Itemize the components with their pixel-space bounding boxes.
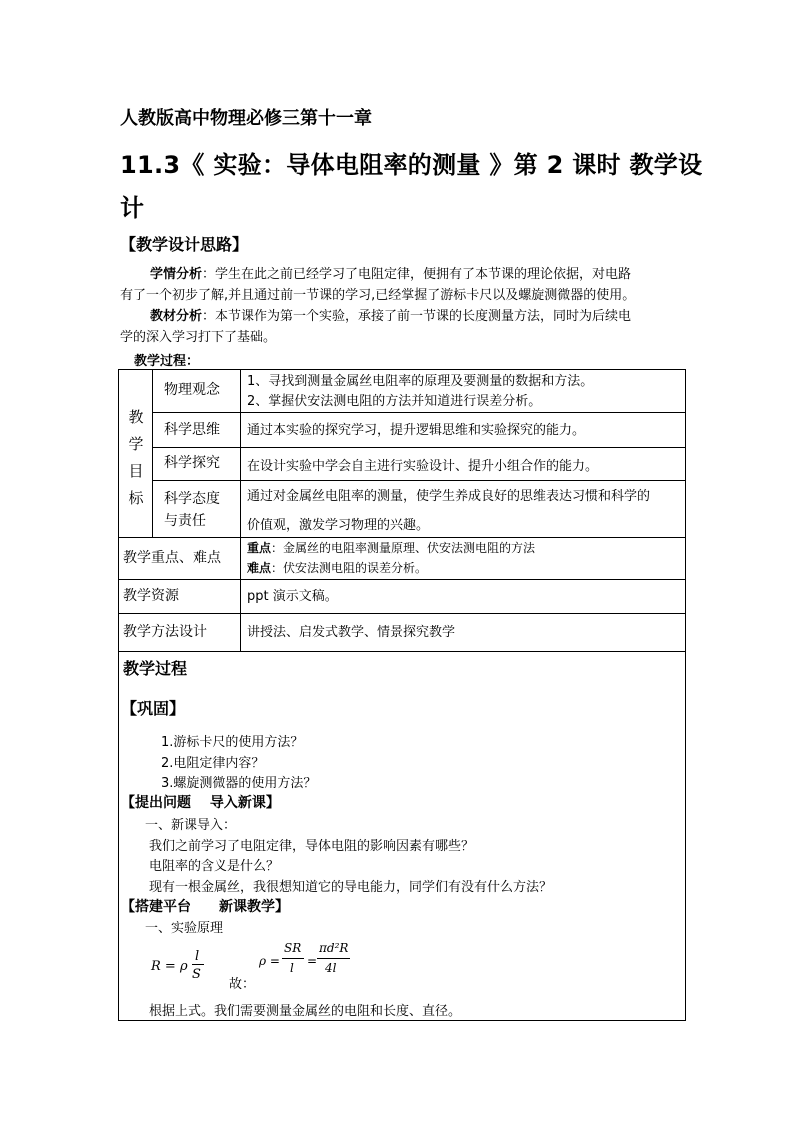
student-analysis-label: 学情分析 (150, 267, 203, 282)
intro-heading: 【提出问题 导入新课】 (121, 795, 280, 811)
goal-cell (118, 369, 153, 538)
goal-line: 通过对金属丝电阻率的测量，使学生养成良好的思维表达习惯和科学的 (247, 489, 651, 504)
goal-name-cell (152, 369, 241, 413)
goal-name: 科学探究 (164, 455, 220, 471)
method-content-cell (240, 613, 686, 652)
goal-name-cell (152, 412, 241, 448)
method-text: 讲授法、启发式教学、情景探究教学 (247, 625, 456, 640)
material-analysis (120, 306, 680, 348)
principle-heading: 一、实验原理 (145, 921, 224, 936)
process-box: 教学过程 【巩固】 1.游标卡尺的使用方法？ 2.电阻定律内容？ 3.螺旋测微器的使用方法？ 【提出问题 导入新课】 一、新课导入： 我们之前学习了电阻定律，导体电阻的影响因素有哪些？ 电阻率的含义是什么？ 现有一根金属丝，我很想知道它的导电能力，同学们有没有什么方法？ 【搭建平台 新课教学】 一、实验原理 R = ρ l S 故： ρ = SR l = πd²R 4l 根据上式。我们需要测量金属丝的电阻和长度、直径。 (118, 651, 686, 1021)
keypoints-label-cell (118, 537, 241, 580)
series-title: 人教版高中物理必修三第十一章 (120, 108, 372, 129)
key-label: 重点 (247, 541, 272, 555)
review-question: 3.螺旋测微器的使用方法？ (161, 776, 317, 791)
student-analysis-text-2: 有了一个初步了解,并且通过前一节课的学习,已经掌握了游标卡尺以及螺旋测微器的使用。 (120, 288, 636, 303)
goal-line: 在设计实验中学会自主进行实验设计、提升小组合作的能力。 (247, 459, 599, 474)
student-analysis (120, 264, 680, 306)
goal-content-cell (240, 369, 686, 413)
goal-char: 教 (128, 408, 144, 426)
goal-char: 目 (128, 462, 144, 480)
difficult-label: 难点 (247, 561, 272, 575)
goal-content-cell (240, 412, 686, 448)
goal-char: 学 (128, 435, 144, 453)
goal-name-cell (152, 480, 241, 538)
design-idea-heading: 【教学设计思路】 (120, 235, 249, 254)
conclusion-text: 根据上式。我们需要测量金属丝的电阻和长度、直径。 (149, 1004, 462, 1019)
consolidate-heading: 【巩固】 (121, 699, 186, 718)
intro-line: 现有一根金属丝，我很想知道它的导电能力，同学们有没有什么方法？ (149, 880, 553, 895)
intro-line: 一、新课导入： (145, 818, 237, 833)
goal-line: 价值观，激发学习物理的兴趣。 (247, 518, 430, 533)
goal-line: 通过本实验的探究学习，提升逻辑思维和实验探究的能力。 (247, 423, 586, 438)
keypoints-label: 教学重点、难点 (123, 550, 221, 566)
goal-char: 标 (128, 489, 144, 507)
goal-content-cell (240, 480, 686, 538)
method-label: 教学方法设计 (123, 624, 207, 640)
lesson-title: 11.3《 实验：导体电阻率的测量 》第 2 课时 教学设 (120, 151, 703, 179)
intro-line: 电阻率的含义是什么？ (149, 859, 280, 874)
material-analysis-label: 教材分析 (150, 309, 203, 324)
key-text: ：金属丝的电阻率测量原理、伏安法测电阻的方法 (271, 541, 536, 555)
material-analysis-text-1: ：本节课作为第一个实验，承接了前一节课的长度测量方法，同时为后续电 (202, 309, 632, 324)
keypoints-content-cell (240, 537, 686, 580)
material-analysis-text-2: 学的深入学习打下了基础。 (120, 330, 277, 345)
goal-name: 科学态度 (164, 491, 220, 507)
goal-name-cell (152, 447, 241, 481)
resources-text: ppt 演示文稿。 (247, 589, 338, 604)
process-heading: 教学过程 (123, 659, 188, 678)
intro-line: 我们之前学习了电阻定律，导体电阻的影响因素有哪些？ (149, 839, 475, 854)
difficult-text: ：伏安法测电阻的误差分析。 (271, 561, 428, 575)
resources-label-cell (118, 579, 241, 614)
design-table (118, 369, 686, 652)
resources-content-cell (240, 579, 686, 614)
review-question: 1.游标卡尺的使用方法？ (161, 735, 304, 750)
lesson-title-continued: 计 (120, 194, 144, 222)
review-question: 2.电阻定律内容？ (161, 756, 265, 771)
goal-content-cell (240, 447, 686, 481)
goal-name: 物理观念 (164, 382, 220, 398)
process-label: 教学过程： (134, 354, 200, 369)
goal-name: 与责任 (164, 513, 206, 529)
goal-line: 1、寻找到测量金属丝电阻率的原理及要测量的数据和方法。 (247, 374, 594, 389)
method-label-cell (118, 613, 241, 652)
platform-heading: 【搭建平台 新课教学】 (121, 899, 289, 915)
so-label: 故： (229, 977, 256, 992)
student-analysis-text-1: ：学生在此之前已经学习了电阻定律，便拥有了本节课的理论依据，对电路 (202, 267, 632, 282)
goal-line: 2、掌握伏安法测电阻的方法并知道进行误差分析。 (247, 394, 542, 409)
goal-name: 科学思维 (164, 422, 220, 438)
resources-label: 教学资源 (123, 588, 179, 604)
